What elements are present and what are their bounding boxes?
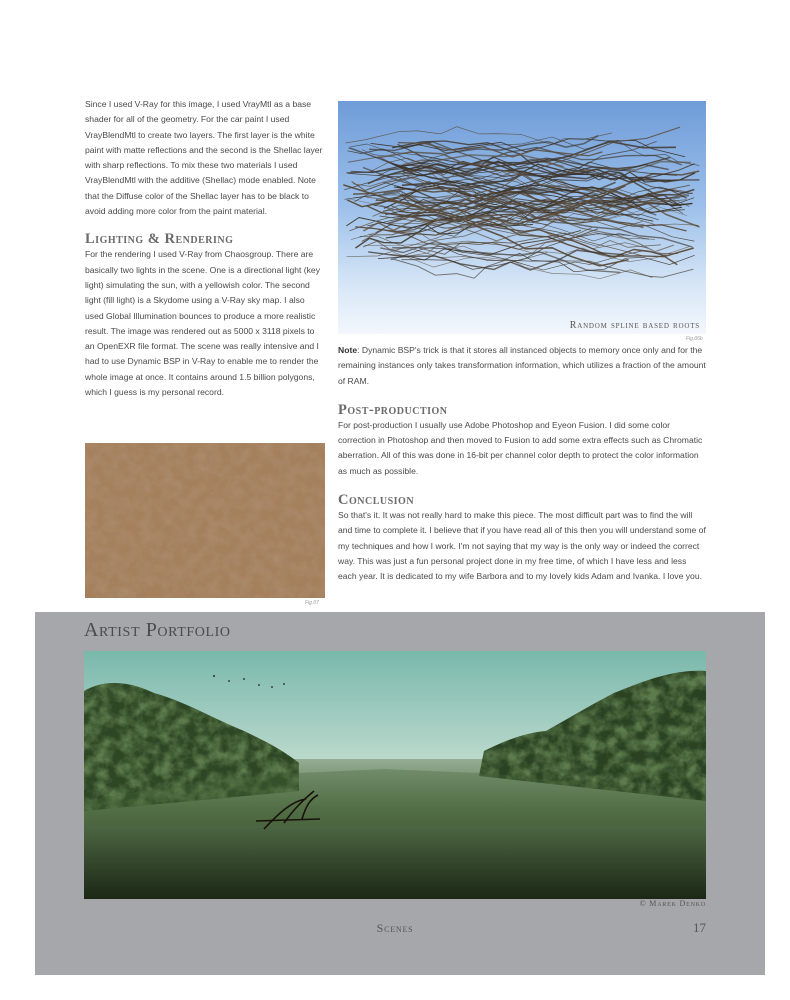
- fig07-label: Fig.07: [305, 600, 319, 606]
- fig06b-label: Fig.06b: [686, 336, 703, 342]
- left-column: [85, 97, 325, 400]
- postproduction-paragraph: For post-production I usually use Adobe Photoshop and Eyeon Fusion. I did some color correction in Photoshop and then moved to Fusion to add some extra effects such as Chromatic aberration. All of this was done in 16-bit per channel color depth to protect the color information as much as possible.: [338, 419, 703, 476]
- lighting-paragraph: For the rendering I used V-Ray from Chaosgroup. There are basically two lights in the scene. One is a directional light (key light) simulating the sun, with a yellowish color. The second light (fill light) is a Skydome using a V-Ray sky map. I also used Global Illumination bounces to produce a more realistic result. The image was rendered out as 5000 x 3118 pixels to an OpenEXR file format. The scene was really intensive and I had to use Dynamic BSP in V-Ray to enable me to render the whole image at once. It contains around 1.5 billion polygons, which I guess is my personal record.: [85, 249, 321, 398]
- note-paragraph: [338, 343, 706, 389]
- note-label: Note: [338, 345, 358, 355]
- note-text: : Dynamic BSP's trick is that it stores all instanced objects to memory once only and for the remaining instances only takes transformation information, which utilizes a fraction of the amount of RAM.: [338, 345, 706, 386]
- lighting-heading: Lighting & Rendering: [85, 231, 234, 248]
- portfolio-heading: Artist Portfolio: [84, 619, 231, 641]
- lake-scene-image: [84, 651, 706, 899]
- postproduction-heading: Post-production: [338, 401, 448, 418]
- dirt-texture-image: [85, 443, 325, 598]
- footer-section-title: Scenes: [376, 921, 414, 935]
- roots-image: [338, 101, 706, 334]
- right-column: [338, 343, 706, 585]
- intro-paragraph: Since I used V-Ray for this image, I used VrayMtl as a base shader for all of the geometry. For the car paint I used VrayBlendMtl to create two layers. The first layer is the white paint with matte reflections and the second is the Shellac layer with sharp reflections. To mix these two materials I used VrayBlendMtl with the additive (Shellac) mode enabled. Note that the Diffuse color of the Shellac layer has to be black to avoid adding more color from the paint material.: [85, 99, 323, 217]
- copyright-credit: © Marek Denko: [639, 899, 706, 908]
- roots-render: [338, 101, 706, 334]
- page-number: 17: [693, 920, 706, 935]
- roots-caption: Random spline based roots: [569, 320, 700, 331]
- conclusion-heading: Conclusion: [338, 492, 415, 509]
- conclusion-paragraph: So that's it. It was not really hard to make this piece. The most difficult part was to find the will and time to complete it. I believe that if you have read all of this then you will understand some of my techniques and how I work. I'm not saying that my way is the only way or indeed the correct way. This was just a fun personal project done in my free time, of which I have less and less each year. It is dedicated to my wife Barbora and to my lovely kids Adam and Ivanka. I love you.: [338, 510, 706, 582]
